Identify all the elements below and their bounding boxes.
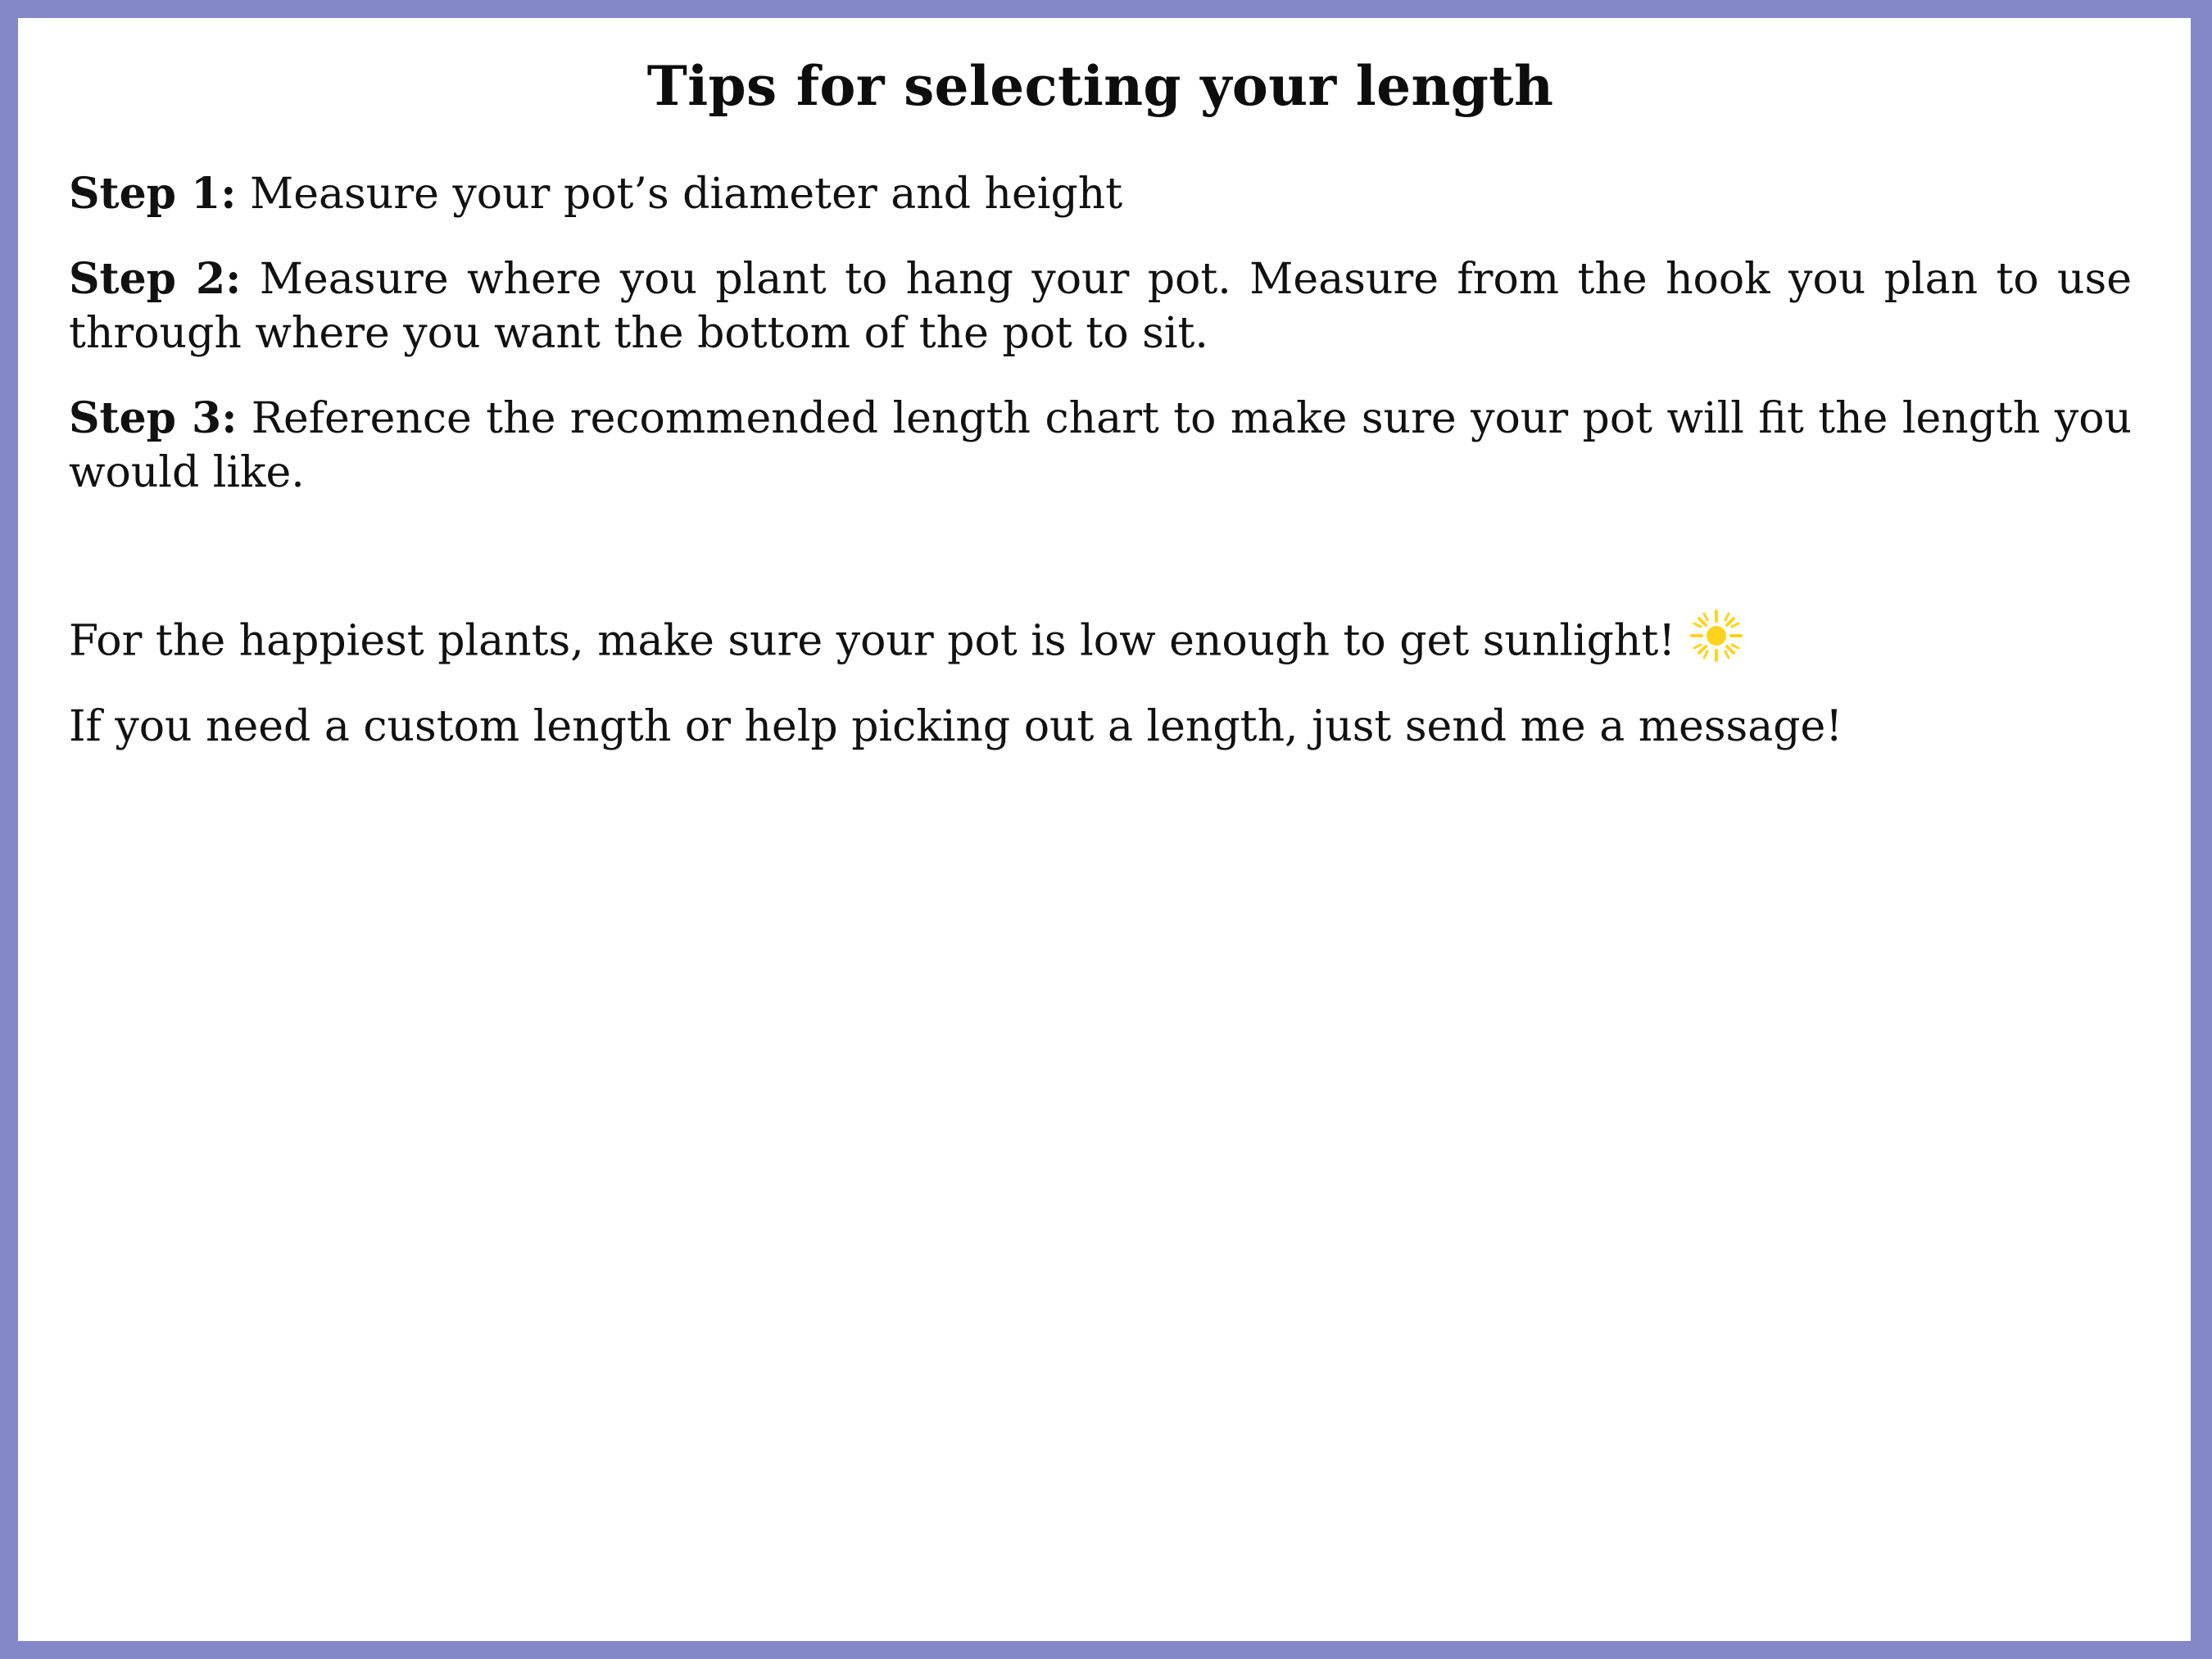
custom-length-paragraph (69, 700, 2132, 755)
step-3-text: Reference the recommended length chart to make sure your pot will fit the length you would like. (69, 394, 2132, 497)
page-title: Tips for selecting your length (646, 54, 1554, 118)
step-3-label: Step 3: (69, 393, 238, 444)
sunlight-text: For the happiest plants, make sure your pot is low enough to get sunlight! (69, 617, 1676, 667)
step-2-text: Measure where you plant to hang your pot. Measure from the hook you plan to use through where you want the bottom of the pot to sit. (69, 255, 2133, 358)
step-1-label: Step 1: (69, 168, 237, 219)
step-1-paragraph (69, 167, 2132, 222)
sunlight-paragraph (69, 610, 2132, 669)
custom-length-text: If you need a custom length or help picking out a length, just send me a message! (69, 701, 1843, 751)
step-2-label: Step 2: (69, 254, 242, 305)
step-1-text: Measure your pot’s diameter and height (236, 169, 1123, 219)
step-3-paragraph (69, 392, 2132, 500)
document-card (18, 18, 2191, 1641)
sun-icon (1690, 610, 1743, 662)
section-spacer (69, 531, 2132, 610)
step-2-paragraph (69, 252, 2132, 360)
